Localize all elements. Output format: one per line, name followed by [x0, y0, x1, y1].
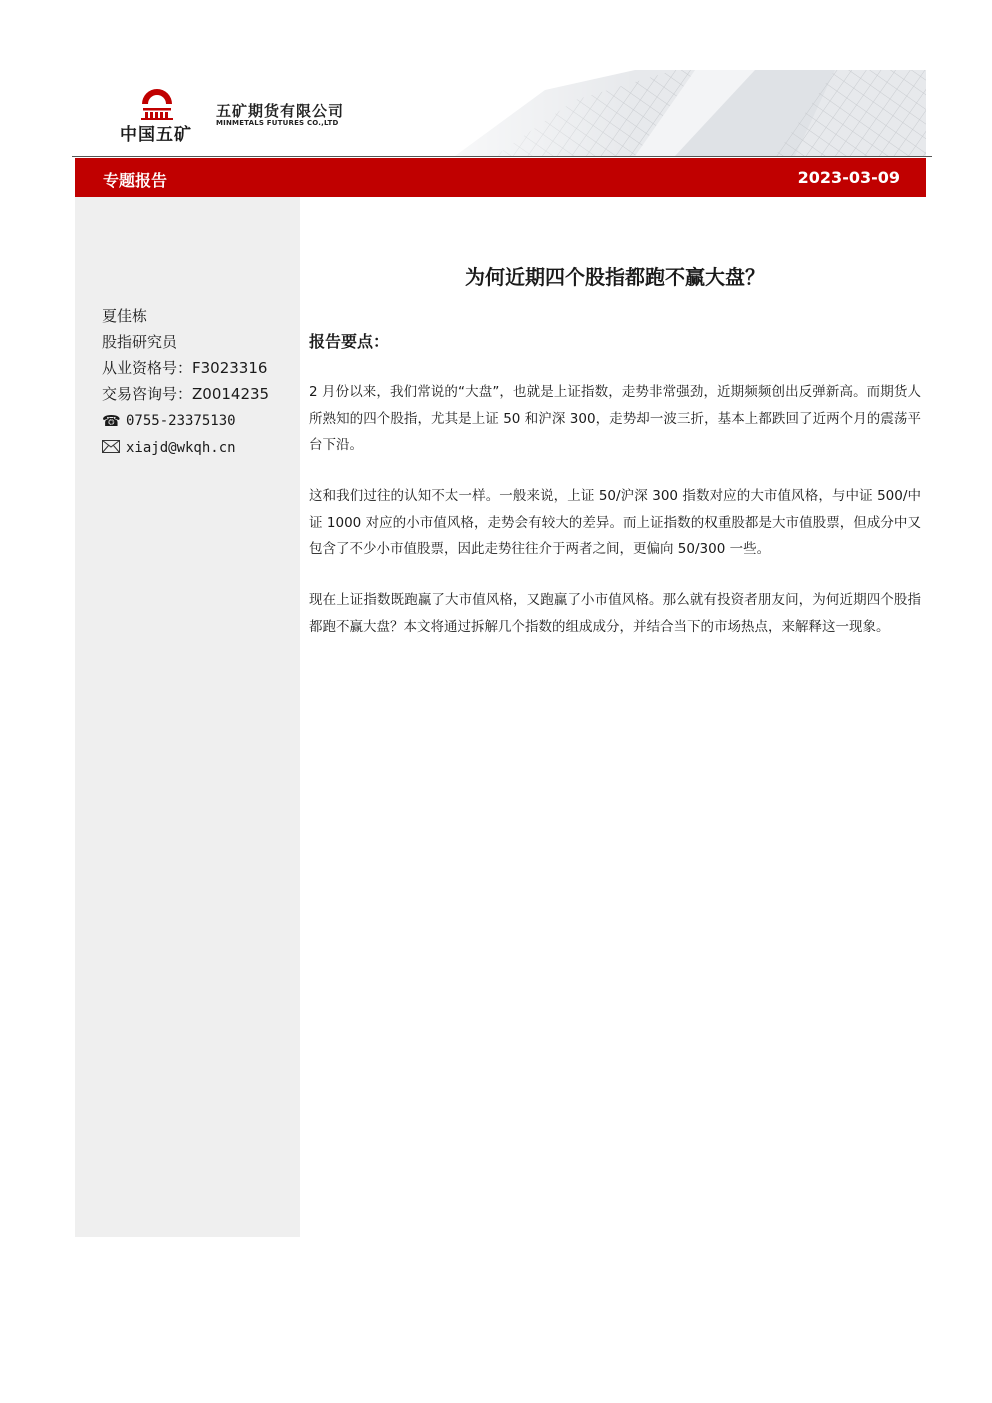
author-sidebar [75, 197, 300, 1237]
paragraph: 2 月份以来，我们常说的“大盘”，也就是上证指数，走势非常强劲，近期频频创出反弹新高。而期货人所熟知的四个股指，尤其是上证 50 和沪深 300，走势却一波三折，基本上都跌回了近两个月的震荡平台下沿。 [309, 384, 921, 453]
author-name: 夏佳栋 [102, 307, 148, 325]
author-consulting-id: 交易咨询号：Z0014235 [102, 385, 270, 403]
author-phone: 0755-23375130 [126, 413, 236, 429]
mail-icon [102, 435, 120, 461]
report-title: 为何近期四个股指都跑不赢大盘？ [465, 265, 765, 289]
author-email-row [102, 434, 269, 461]
company-name-cn: 五矿期货有限公司 [216, 102, 345, 120]
phone-icon: ☎ [102, 411, 121, 430]
report-category: 专题报告 [103, 171, 168, 190]
author-email[interactable]: xiajd@wkqh.cn [126, 440, 236, 456]
report-banner [75, 158, 926, 197]
company-name-en: MINMETALS FUTURES CO.,LTD [216, 119, 339, 127]
paragraph: 现在上证指数既跑赢了大市值风格，又跑赢了小市值风格。那么就有投资者朋友问，为何近期四个股指都跑不赢大盘？本文将通过拆解几个指数的组成成分，并结合当下的市场热点，来解释这一现象。 [309, 592, 921, 635]
header-divider [72, 156, 932, 157]
report-date: 2023-03-09 [797, 168, 900, 187]
paragraph: 这和我们过往的认知不太一样。一般来说，上证 50/沪深 300 指数对应的大市值风格，与中证 500/中证 1000 对应的小市值风格，走势会有较大的差异。而上证指数的权重股都是大市值股票，但成分中又包含了不少小市值股票，因此走势往往介于两者之间，更偏向 50/300 一些。 [309, 488, 921, 557]
logo-text: 中国五矿 [120, 125, 192, 145]
page-header [75, 70, 926, 156]
section-title: 报告要点： [309, 332, 390, 351]
author-info [102, 303, 269, 461]
author-phone-row [102, 407, 269, 434]
author-title: 股指研究员 [102, 333, 178, 351]
author-qualification: 从业资格号：F3023316 [102, 359, 268, 377]
